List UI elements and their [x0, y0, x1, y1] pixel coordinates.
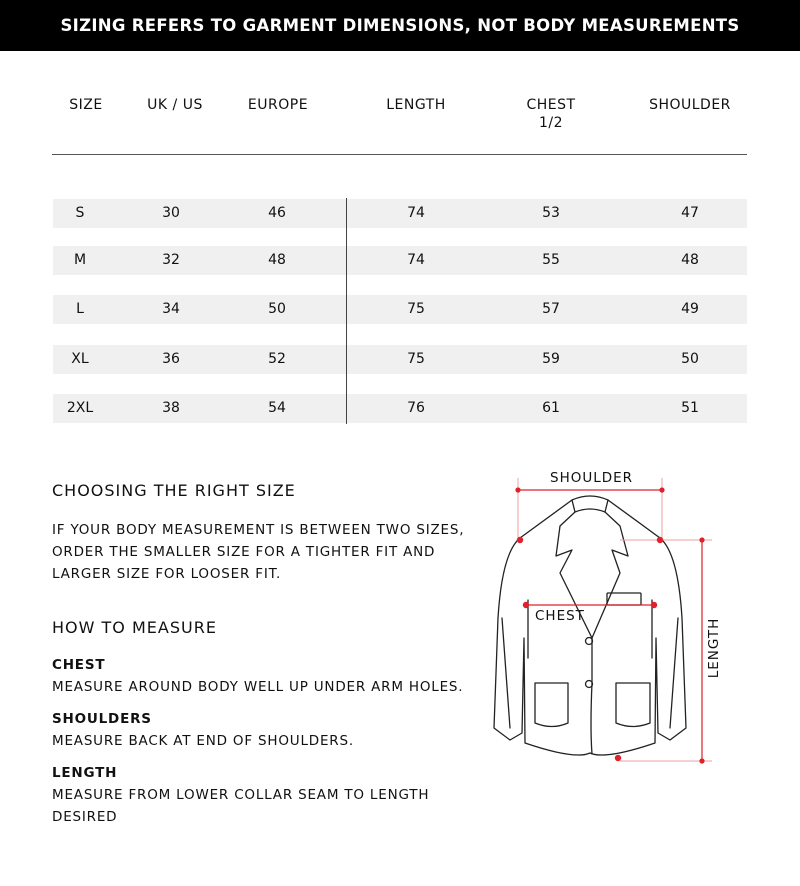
- diagram-chest-label: CHEST: [535, 608, 585, 624]
- header-shoulder: SHOULDER: [649, 97, 731, 113]
- cell-europe: 54: [268, 400, 286, 416]
- cell-chest: 55: [542, 252, 560, 268]
- cell-shoulder: 48: [681, 252, 699, 268]
- header-uk-us: UK / US: [147, 97, 203, 113]
- cell-size: L: [76, 301, 84, 317]
- table-row: [53, 394, 747, 423]
- length-text-1: MEASURE FROM LOWER COLLAR SEAM TO LENGTH: [52, 787, 430, 803]
- cell-europe: 50: [268, 301, 286, 317]
- choosing-line-3: LARGER SIZE FOR LOOSER FIT.: [52, 566, 282, 582]
- header-length: LENGTH: [386, 97, 446, 113]
- shoulders-text: MEASURE BACK AT END OF SHOULDERS.: [52, 733, 354, 749]
- shoulders-title: SHOULDERS: [52, 711, 152, 727]
- cell-europe: 48: [268, 252, 286, 268]
- header-europe: EUROPE: [247, 97, 309, 113]
- cell-europe: 52: [268, 351, 286, 367]
- table-row: [53, 199, 747, 228]
- cell-shoulder: 51: [681, 400, 699, 416]
- length-text-2: DESIRED: [52, 809, 118, 825]
- cell-shoulder: 50: [681, 351, 699, 367]
- table-row: [53, 345, 747, 374]
- cell-length: 74: [407, 205, 425, 221]
- jacket-diagram: [480, 478, 720, 778]
- cell-length: 75: [407, 351, 425, 367]
- choosing-title: CHOOSING THE RIGHT SIZE: [52, 481, 296, 500]
- table-column-divider: [346, 198, 347, 424]
- table-row: [53, 295, 747, 324]
- length-title: LENGTH: [52, 765, 118, 781]
- cell-uk-us: 38: [162, 400, 180, 416]
- header-size: SIZE: [69, 97, 103, 113]
- cell-uk-us: 32: [162, 252, 180, 268]
- cell-length: 75: [407, 301, 425, 317]
- cell-shoulder: 47: [681, 205, 699, 221]
- chest-title: CHEST: [52, 657, 106, 673]
- cell-size: 2XL: [66, 400, 94, 416]
- cell-size: M: [73, 252, 87, 268]
- cell-europe: 46: [268, 205, 286, 221]
- cell-size: S: [75, 205, 85, 221]
- cell-chest: 61: [542, 400, 560, 416]
- diagram-length-label: LENGTH: [706, 617, 722, 679]
- diagram-shoulder-label: SHOULDER: [550, 470, 634, 486]
- cell-chest: 57: [542, 301, 560, 317]
- header-chest: CHEST 1/2: [526, 97, 576, 131]
- cell-uk-us: 30: [162, 205, 180, 221]
- cell-length: 76: [407, 400, 425, 416]
- table-row: [53, 246, 747, 275]
- how-title: HOW TO MEASURE: [52, 618, 217, 637]
- cell-chest: 53: [542, 205, 560, 221]
- cell-uk-us: 34: [162, 301, 180, 317]
- cell-size: XL: [71, 351, 89, 367]
- chest-text: MEASURE AROUND BODY WELL UP UNDER ARM HOLES.: [52, 679, 464, 695]
- cell-chest: 59: [542, 351, 560, 367]
- choosing-line-2: ORDER THE SMALLER SIZE FOR A TIGHTER FIT AND: [52, 544, 436, 560]
- page-banner: SIZING REFERS TO GARMENT DIMENSIONS, NOT BODY MEASUREMENTS: [0, 0, 800, 51]
- header-divider: [52, 154, 747, 155]
- cell-shoulder: 49: [681, 301, 699, 317]
- choosing-line-1: IF YOUR BODY MEASUREMENT IS BETWEEN TWO SIZES,: [52, 522, 465, 538]
- cell-length: 74: [407, 252, 425, 268]
- cell-uk-us: 36: [162, 351, 180, 367]
